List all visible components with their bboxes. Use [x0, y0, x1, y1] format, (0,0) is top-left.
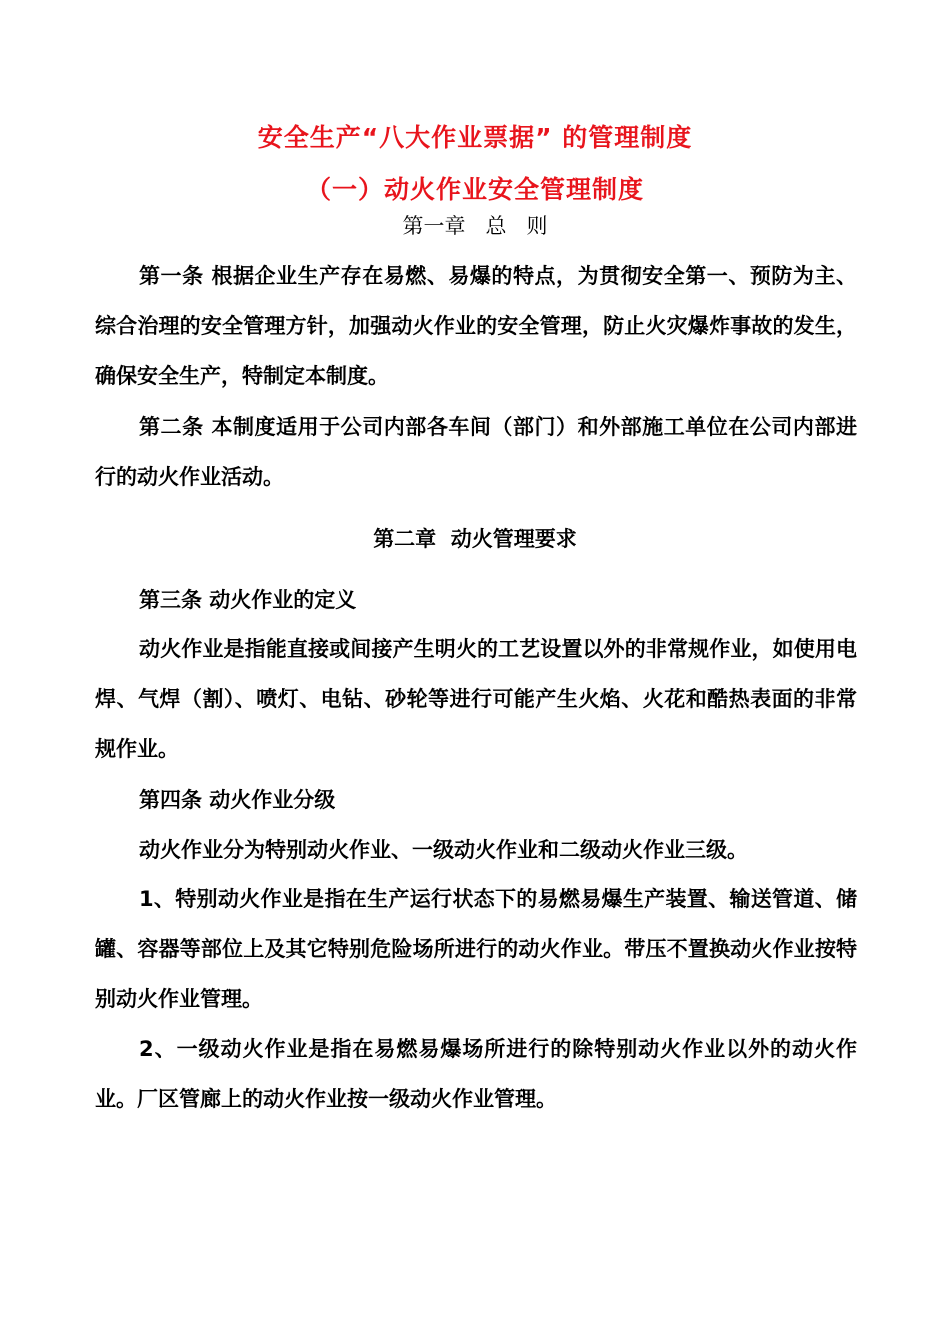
article-two: 第二条 本制度适用于公司内部各车间（部门）和外部施工单位在公司内部进行的动火作业活动。: [95, 415, 857, 489]
list-item-special-hot-work: 1、特别动火作业是指在生产运行状态下的易燃易爆生产装置、输送管道、储罐、容器等部位上及其它特别危险场所进行的动火作业。带压不置换动火作业按特别动火作业管理。: [95, 887, 857, 1011]
article-three-body: 动火作业是指能直接或间接产生明火的工艺设置以外的非常规作业，如使用电焊、气焊（割）、喷灯、电钻、砂轮等进行可能产生火焰、火花和酷热表面的非常规作业。: [95, 637, 857, 761]
chapter-one-heading: 第一章 总 则: [402, 214, 548, 238]
document-sub-title: （一）动火作业安全管理制度: [305, 175, 644, 204]
list-item-level-one-hot-work: 2、一级动火作业是指在易燃易爆场所进行的除特别动火作业以外的动火作业。厂区管廊上的动火作业按一级动火作业管理。: [95, 1037, 857, 1111]
article-four-heading: 第四条 动火作业分级: [139, 788, 336, 812]
document-main-title: 安全生产“八大作业票据” 的管理制度: [257, 123, 693, 152]
article-three-heading: 第三条 动火作业的定义: [139, 588, 357, 612]
article-four-intro: 动火作业分为特别动火作业、一级动火作业和二级动火作业三级。: [139, 838, 748, 862]
article-one: 第一条 根据企业生产存在易燃、易爆的特点，为贯彻安全第一、预防为主、综合治理的安全管理方针，加强动火作业的安全管理，防止火灾爆炸事故的发生，确保安全生产，特制定本制度。: [95, 264, 857, 388]
chapter-two-heading: 第二章 动火管理要求: [373, 527, 577, 551]
